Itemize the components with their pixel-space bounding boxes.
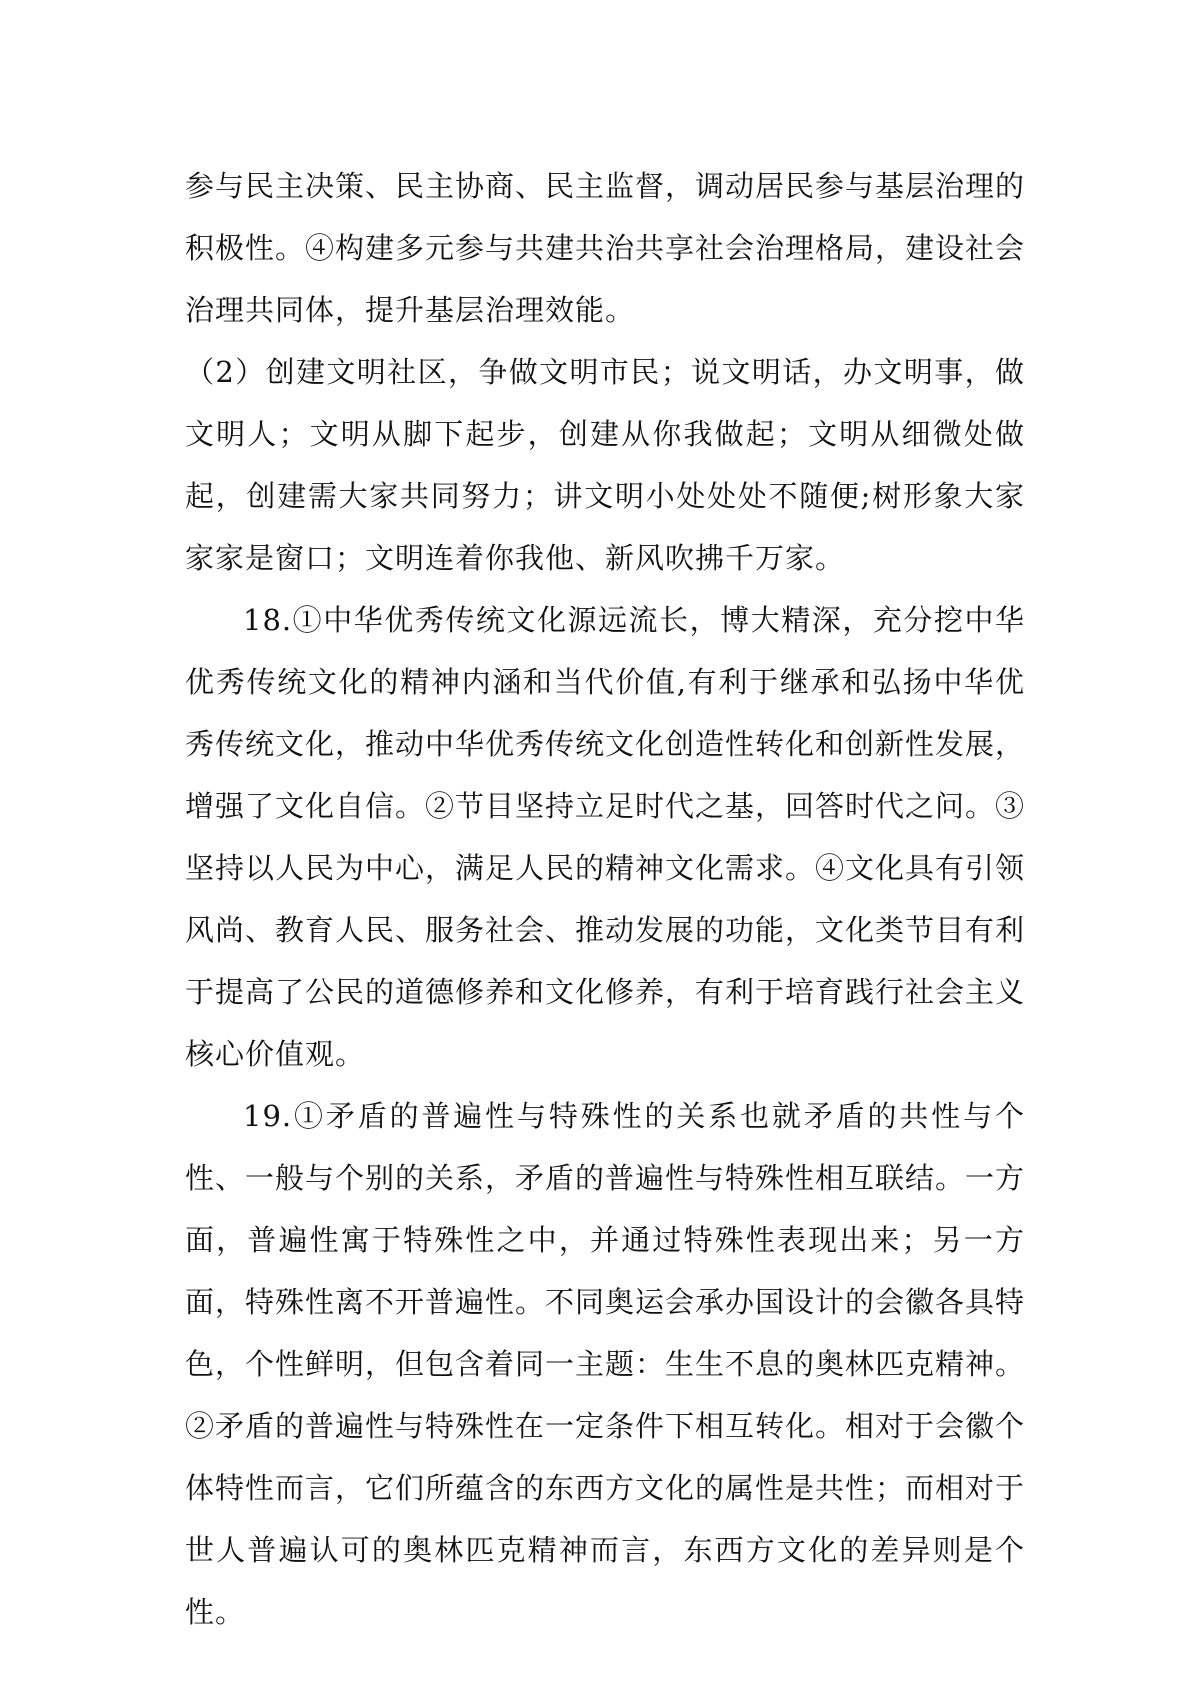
paragraph-answer-19: 19.①矛盾的普遍性与特殊性的关系也就矛盾的共性与个性、一般与个别的关系，矛盾的普遍性与特殊性相互联结。一方面，普遍性寓于特殊性之中，并通过特殊性表现出来；另一方面，特殊性离不开普遍性。不同奥运会承办国设计的会徽各具特色，个性鲜明，但包含着同一主题：生生不息的奥林匹克精神。②矛盾的普遍性与特殊性在一定条件下相互转化。相对于会徽个体特性而言，它们所蕴含的东西方文化的属性是共性；而相对于世人普遍认可的奥林匹克精神而言，东西方文化的差异则是个性。 [185,1099,1026,1629]
document-body [185,155,1025,1643]
paragraph-continuation: 参与民主决策、民主协商、民主监督，调动居民参与基层治理的积极性。④构建多元参与共建共治共享社会治理格局，建设社会治理共同体，提升基层治理效能。 [185,169,1026,327]
paragraph-slogans: （2）创建文明社区，争做文明市民；说文明话，办文明事，做文明人；文明从脚下起步，创建从你我做起；文明从细微处做起，创建需大家共同努力；讲文明小处处处不随便;树形象大家家家是窗口；文明连着你我他、新风吹拂千万家。 [185,355,1025,575]
paragraph-answer-18: 18.①中华优秀传统文化源远流长，博大精深，充分挖中华优秀传统文化的精神内涵和当代价值,有利于继承和弘扬中华优秀传统文化，推动中华优秀传统文化创造性转化和创新性发展，增强了文化自信。②节目坚持立足时代之基，回答时代之问。③坚持以人民为中心，满足人民的精神文化需求。④文化具有引领风尚、教育人民、服务社会、推动发展的功能，文化类节目有利于提高了公民的道德修养和文化修养，有利于培育践行社会主义核心价值观。 [185,603,1026,1071]
